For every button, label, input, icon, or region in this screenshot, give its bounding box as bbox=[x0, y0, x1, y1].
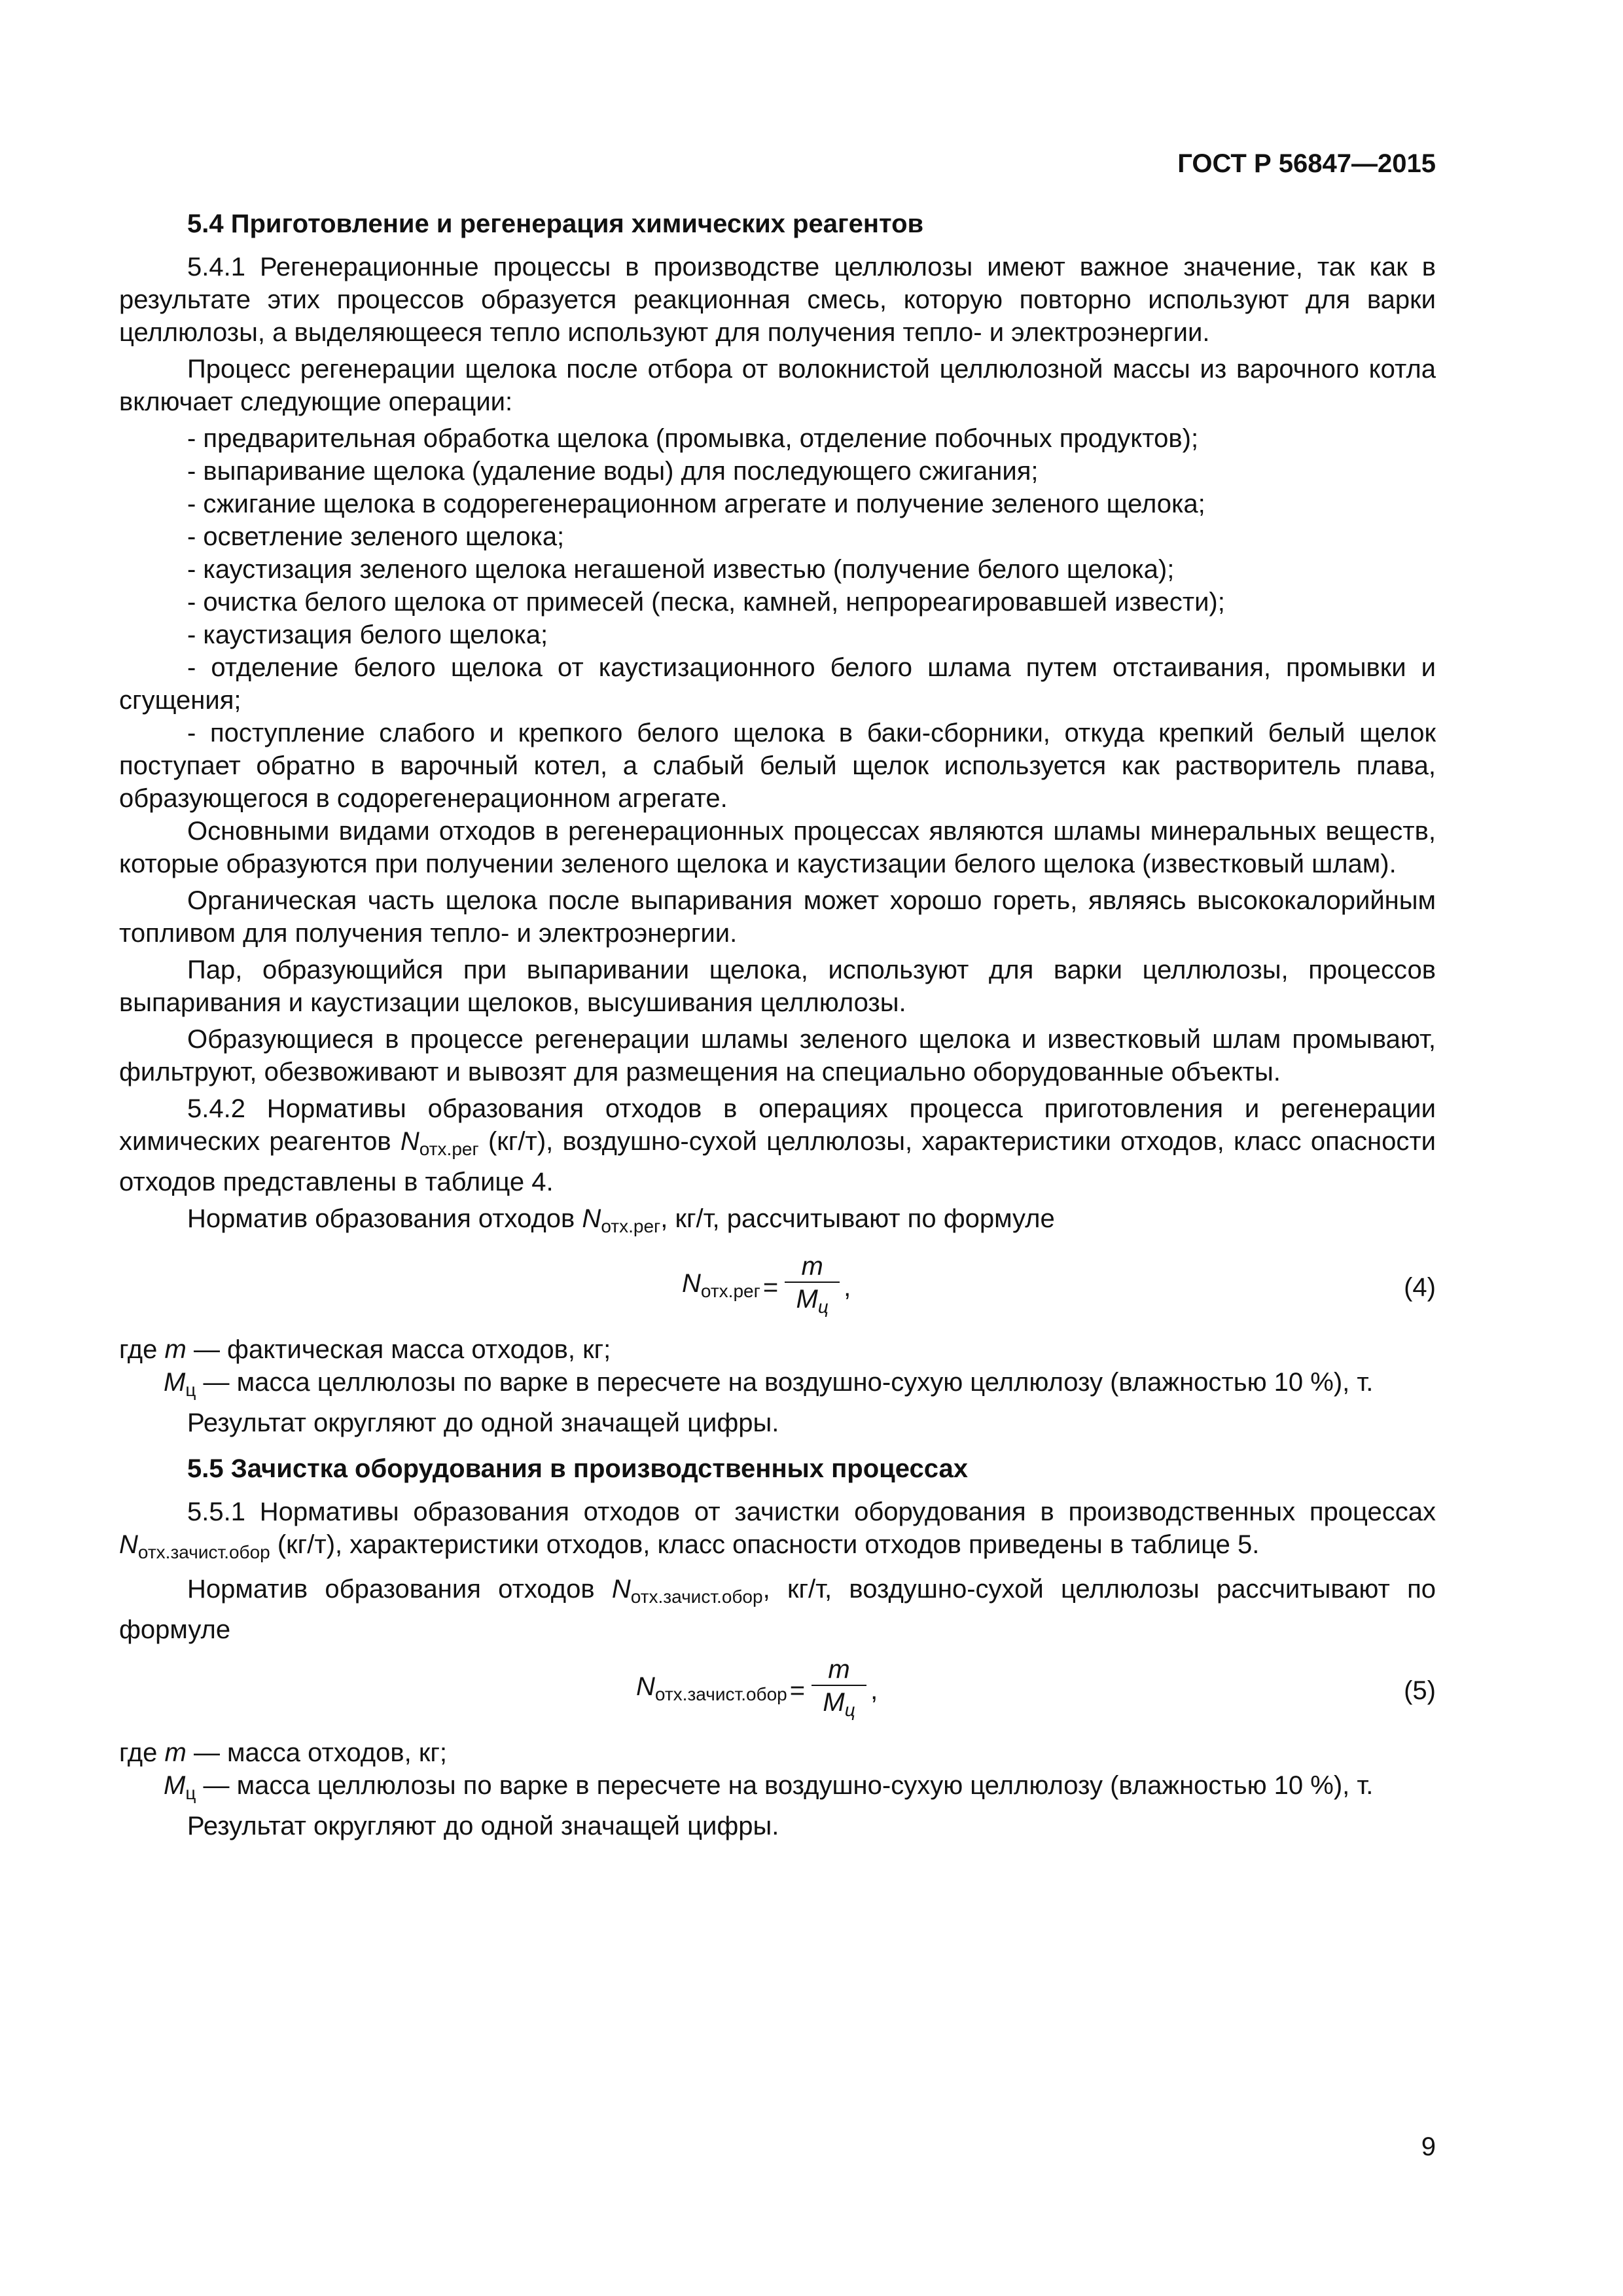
standard-header: ГОСТ Р 56847—2015 bbox=[1177, 149, 1436, 178]
list-item: - отделение белого щелока от каустизационного белого шлама путем отстаивания, промывки и сгущения; bbox=[119, 653, 1436, 715]
rounding-note: Результат округляют до одной значащей цифры. bbox=[187, 1812, 779, 1840]
paragraph-5-4-1: 5.4.1 Регенерационные процессы в производстве целлюлозы имеют важное значение, так как в результате этих процессов образуется реакционная смесь, которую повторно используют для варки целлюлозы, а выделяющееся тепло используют для получения тепло- и электроэнергии. bbox=[119, 253, 1436, 347]
rounding-note: Результат округляют до одной значащей цифры. bbox=[187, 1408, 779, 1437]
list-item: - предварительная обработка щелока (промывка, отделение побочных продуктов); bbox=[187, 424, 1199, 453]
list-item: - осветление зеленого щелока; bbox=[187, 522, 565, 551]
paragraph-formula-intro-4: Норматив образования отходов $N_{отх.рег}$, кг/т, рассчитывают по формуле bbox=[187, 1204, 1055, 1236]
list-item: - каустизация белого щелока; bbox=[187, 620, 548, 649]
where-clause-m: где m — масса отходов, кг; bbox=[119, 1738, 448, 1767]
formula-4 bbox=[119, 1248, 1436, 1327]
list-item: - поступление слабого и крепкого белого щелока в баки-сборники, откуда крепкий белый щелок поступает обратно в варочный котел, а слабый белый щелок используется как растворитель плава, образующегося в содорегенерационном агрегате. bbox=[119, 719, 1436, 813]
where-clause-mc: $M_ц$ — масса целлюлозы по варке в пересчете на воздушно-сухую целлюлозу (влажностью 10 %), т. bbox=[164, 1771, 1374, 1803]
paragraph-regeneration-process: Процесс регенерации щелока после отбора от волокнистой целлюлозной массы из варочного котла включает следующие операции: bbox=[119, 355, 1436, 416]
paragraph-5-5-1: 5.5.1 Нормативы образования отходов от зачистки оборудования в производственных процессах $N_{отх.зачист.обор}$ (кг/т), характеристики отходов, класс опасности отходов приведены в таблице 5. bbox=[119, 1498, 1436, 1562]
list-item: - очистка белого щелока от примесей (песка, камней, непрореагировавшей извести); bbox=[187, 588, 1225, 617]
paragraph-formula-intro-5: Норматив образования отходов $N_{отх.зачист.обор}$, кг/т, воздушно-сухой целлюлозы рассчитывают по формуле bbox=[119, 1575, 1436, 1644]
equation-number-5: (5) bbox=[1404, 1676, 1436, 1705]
where-clause-mc: $M_ц$ — масса целлюлозы по варке в пересчете на воздушно-сухую целлюлозу (влажностью 10 %), т. bbox=[164, 1368, 1374, 1400]
list-item: - сжигание щелока в содорегенерационном агрегате и получение зеленого щелока; bbox=[187, 490, 1205, 518]
list-item: - каустизация зеленого щелока негашеной известью (получение белого щелока); bbox=[187, 555, 1175, 584]
section-heading-5-4: 5.4 Приготовление и регенерация химических реагентов bbox=[187, 209, 924, 238]
formula-4-expression: $N_{отх.рег}$ = $\frac{m}{M_ц}$ , bbox=[682, 1248, 851, 1327]
paragraph-5-4-2: 5.4.2 Нормативы образования отходов в операциях процесса приготовления и регенерации химических реагентов $N_{отх.рег}$ (кг/т), воздушно-сухой целлюлозы, характеристики отходов, класс опасности отходов представлены в таблице 4. bbox=[119, 1094, 1436, 1196]
document-page bbox=[119, 147, 1436, 1846]
paragraph-sludge: Образующиеся в процессе регенерации шламы зеленого щелока и известковый шлам промывают, фильтруют, обезвоживают и вывозят для размещения на специально оборудованные объекты. bbox=[119, 1025, 1436, 1086]
formula-5-expression: $N_{отх.зачист.обор}$ = $\frac{m}{M_ц}$ , bbox=[636, 1651, 878, 1730]
formula-5 bbox=[119, 1651, 1436, 1730]
paragraph-waste-types: Основными видами отходов в регенерационных процессах являются шламы минеральных веществ, которые образуются при получении зеленого щелока и каустизации белого щелока (известковый шлам). bbox=[119, 817, 1436, 878]
fraction: $\frac{m}{M_ц}$ bbox=[812, 1655, 866, 1727]
fraction: $\frac{m}{M_ц}$ bbox=[785, 1251, 840, 1323]
equation-number-4: (4) bbox=[1404, 1273, 1436, 1302]
list-item: - выпаривание щелока (удаление воды) для последующего сжигания; bbox=[187, 457, 1039, 486]
operations-list bbox=[119, 422, 1436, 815]
where-clause-m: где m — фактическая масса отходов, кг; bbox=[119, 1335, 611, 1364]
section-heading-5-5: 5.5 Зачистка оборудования в производственных процессах bbox=[187, 1454, 968, 1483]
paragraph-organic-part: Органическая часть щелока после выпаривания может хорошо гореть, являясь высококалорийным топливом для получения тепло- и электроэнергии. bbox=[119, 886, 1436, 948]
page-number: 9 bbox=[1421, 2132, 1436, 2161]
paragraph-steam: Пар, образующийся при выпаривании щелока, используют для варки целлюлозы, процессов выпаривания и каустизации щелоков, высушивания целлюлозы. bbox=[119, 956, 1436, 1017]
